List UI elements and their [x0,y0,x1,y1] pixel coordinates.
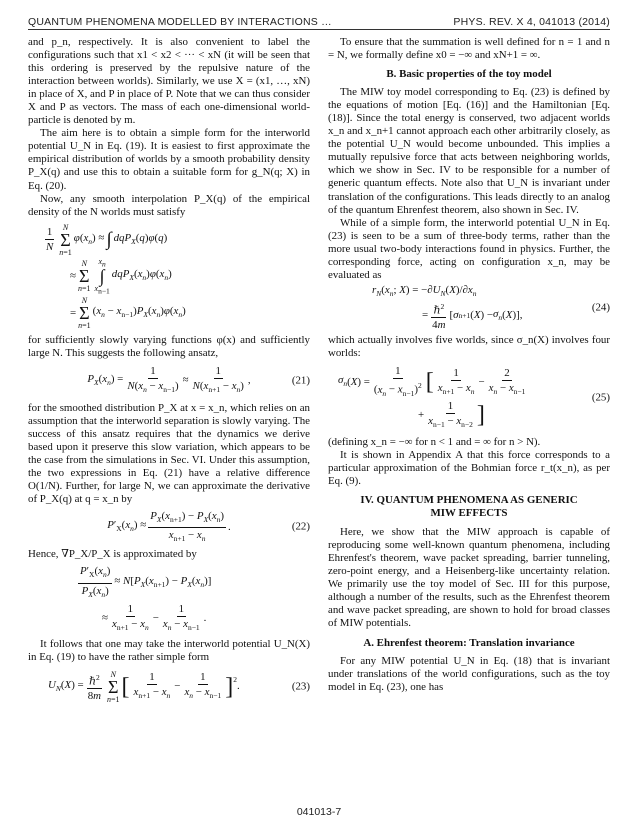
equation-22: $P'_X(x_n)$ ≈ $\frac{P_X(x_{n+1}) - P_X(x_n)}{x_{n+1} - x_n}$ . (22) [107,509,310,543]
left-paragraph-4: for sufficiently slowly varying functions φ(x) and sufficiently large N. This suggests the following ansatz, [28,333,310,359]
header-citation: PHYS. REV. X 4, 041013 (2014) [453,16,610,28]
equation-number-25: (25) [591,391,610,404]
left-column [28,36,310,710]
right-paragraph-3: While of a simple form, the interworld potential U_N in Eq. (23) is seen to be a sum of three-body terms, rather than the more usual two-body interactions found in physics. Further, the corresponding force, acting on configuration x_n, may be evaluated as [328,216,610,281]
page-number: 041013-7 [296,806,342,818]
section-heading-a: A. Ehrenfest theorem: Translation invariance [363,636,575,649]
equation-number-24: (24) [591,301,610,314]
header-title: QUANTUM PHENOMENA MODELLED BY INTERACTIONS … [28,16,332,28]
equation-23: $U_N(X)$ = $\frac{\hbar^2}{8m}$ N Σ n=1 [ $\frac{1}{x_{n+1} - x_n}$ − $\frac{1}{x_n - x_{n-1}}$ ] $^2$ . (23) [48,669,310,704]
right-paragraph-1: To ensure that the summation is well defined for n = 1 and n = N, we formally define x0 = −∞ and xN+1 = ∞. [328,36,610,62]
equation-24: $r_N(x_n$; $X) = -\partial U_N(X)/\partial x_n$ = $\frac{\hbar^2}{4m}$ [ σ n+1 ( X ) − $\sigma_n$ ( X )], (24) [372,284,610,332]
left-paragraph-6: Hence, ∇P_X/P_X is approximated by [28,548,197,561]
equation-21: $P_X(x_n)$ = $\frac{1}{N(x_n - x_{n-1})}$ ≈ $\frac{1}{N(x_{n+1} - x_n)}$ , (21) [87,365,310,395]
left-paragraph-5: for the smoothed distribution P_X at x = x_n, which relies on an assumption that the interworld separation is slowly varying. The success of this ansatz requires that the dynamics we derive based upon it preserve this slow variation, which appears to be the case from the simulations in Sec. VI. Under this assumption, the two expressions in Eq. (21) have a relative difference O(1/N). Further, for large N, we can approximate the derivative of P_X(q) at q = x_n by [28,401,310,506]
right-paragraph-4: which actually involves five worlds, since σ_n(X) involves four worlds: [328,333,610,359]
running-header [28,8,610,28]
equation-gradient-ratio: $\frac{P'_X(x_n)}{P_X(x_n)}$ ≈ $N[P_X(x_{n+1}) - P_X(x_n)]$ ≈ $\frac{1}{x_{n+1} - x_n}$ − $\frac{1}{x_n - x_{n-1}}$ . [80,565,212,632]
equation-number-22: (22) [291,520,310,533]
left-paragraph-2: The aim here is to obtain a simple form for the interworld potential U_N in Eq. (19). It is easiest to first approximate the empirical distribution of worlds by a smooth probability density P_X(q) and use this to obtain a suitable form for g_N(q; X) in Eq. (20). [28,127,310,192]
equation-density-sum: $\frac{1}{N}$ N Σ n=1 $\varphi(x_n)$ ≈ ∫ dqP$_X$(q)φ(q) ≈ N Σ n=1 $x_n$ ∫ $x_{n-1}$ $dqP_X(x_n)\varphi(x_n)$ = N Σ n=1 $(x_n - x_{n-1})P_X(x_n)\varphi(x_n)$ [46,222,186,330]
right-paragraph-5: (defining x_n = −∞ for n < 1 and = ∞ for n > N). [328,435,541,448]
left-paragraph-1: and p_n, respectively. It is also convenient to label the configurations such that x1 < x2 < ··· < xN (it will be seen that this ordering is preserved by the repulsive nature of the interaction between worlds). Similarly, we use X = (x1, …, xN) in place of X, and P in place of P. Note that we can thus consider X and P as vectors. The mass of each one-dimensional world-particle is denoted by m. [28,36,310,127]
right-paragraph-7: Here, we show that the MIW approach is capable of reproducing some well-known quantum phenomena, including Ehrenfest's theorem, wave packet spreading, barrier tunneling, zero-point energy, and a Heisenberg-like uncertainty relation. We primarily use the toy model of Sec. III for this purpose, although a number of the results, such as the Ehrenfest theorem and wave packet spreading, are shown to hold for broad classes of MIW potentials. [328,526,610,630]
section-heading-iv: IV. QUANTUM PHENOMENA AS GENERIC MIW EFFECTS [360,494,578,520]
left-paragraph-7: It follows that one may take the interworld potential U_N(X) in Eq. (19) to have the rather simple form [28,637,310,663]
section-heading-b: B. Basic properties of the toy model [386,68,552,81]
equation-number-21: (21) [291,374,310,387]
equation-number-23: (23) [291,680,310,693]
right-paragraph-6: It is shown in Appendix A that this force corresponds to a particular approximation of the Bohmian force r_t(x_n), as per Eq. (9). [328,448,610,488]
right-column [328,36,610,694]
right-paragraph-2: The MIW toy model corresponding to Eq. (23) is defined by the equations of motion [Eq. (16)] and the Hamiltonian [Eq. (18)]. Since the total energy is conserved, two adjacent worlds x_n and x_n+1 cannot approach each other arbitrarily closely, as the potential U_N would become unbounded. This implies a mutually repulsive force that acts between neighboring worlds, which we show in Sec. IV to be responsible for a number of generic quantum effects. Note also that U_N is invariant under translation of the configurations. This leads directly to an analog of the quantum Ehrenfest theorem, also shown in Sec. IV. [328,86,610,216]
header-rule [28,29,610,30]
left-paragraph-3: Now, any smooth interpolation P_X(q) of the empirical density of the N worlds must satisfy [28,192,310,218]
equation-25: $\sigma_n$ ( X ) = $\frac{1}{(x_n - x_{n-1})^2}$ [ $\frac{1}{x_{n+1} - x_n}$ − $\frac{2}{x_n - x_{n-1}}$ + $\frac{1}{x_{n-1} - x_{n-2}}$ ] (25) [338,364,610,429]
right-paragraph-8: For any MIW potential U_N in Eq. (18) that is invariant under translations of the world configurations, such as the toy model in Eq. (23), one has [328,654,610,693]
